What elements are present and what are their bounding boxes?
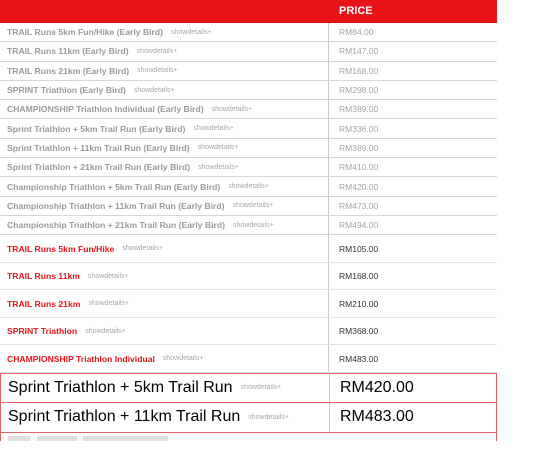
- event-name: SPRINT Triathlon (Early Bird): [7, 85, 126, 96]
- show-details-link[interactable]: showdetails+: [171, 28, 212, 36]
- table-row: [0, 119, 497, 138]
- table-row: [0, 177, 497, 196]
- header-price-label: PRICE: [339, 5, 373, 17]
- event-name: CHAMPIONSHIP Triathlon Individual: [7, 353, 155, 364]
- event-name: Sprint Triathlon + 11km Trail Run: [8, 408, 241, 426]
- event-cell: [0, 177, 329, 195]
- event-cell: [1, 403, 330, 432]
- price-cell: RM483.00: [339, 353, 379, 364]
- regular-rows: [0, 235, 497, 373]
- show-details-link[interactable]: showdetails+: [248, 413, 289, 421]
- table-row: [0, 139, 497, 158]
- table-row: [0, 42, 497, 61]
- event-name: Sprint Triathlon + 21km Trail Run (Early Bird): [7, 162, 191, 173]
- event-cell: [0, 100, 329, 118]
- event-cell: [0, 263, 329, 290]
- table-row: [0, 373, 497, 403]
- show-details-link[interactable]: showdetails+: [87, 272, 129, 280]
- table-row: [0, 81, 497, 100]
- table-row: [0, 216, 497, 235]
- highlighted-rows: [0, 373, 497, 433]
- event-name: Sprint Triathlon + 5km Trail Run (Early Bird): [7, 123, 186, 134]
- event-cell: [0, 235, 329, 262]
- price-cell: RM473.00: [339, 200, 379, 211]
- price-cell: RM368.00: [339, 326, 379, 337]
- table-row: [0, 158, 497, 177]
- event-name: CHAMPIONSHIP Triathlon Individual (Early Bird): [7, 104, 204, 115]
- price-cell: RM389.00: [339, 104, 379, 115]
- show-details-link[interactable]: showdetails+: [211, 105, 253, 113]
- price-cell: RM410.00: [339, 162, 379, 173]
- price-cell: RM147.00: [339, 46, 379, 57]
- event-cell: [0, 318, 329, 345]
- price-cell: RM168.00: [339, 271, 379, 282]
- show-details-link[interactable]: showdetails+: [198, 163, 239, 171]
- table-row: [0, 197, 497, 216]
- show-details-link[interactable]: showdetails+: [88, 300, 130, 308]
- event-name: TRAIL Runs 21km (Early Bird): [7, 65, 130, 76]
- price-cell: RM494.00: [339, 220, 379, 231]
- event-cell: [0, 139, 329, 157]
- event-cell: [0, 62, 329, 80]
- event-name: TRAIL Runs 11km: [7, 271, 80, 282]
- show-details-link[interactable]: showdetails+: [232, 202, 274, 210]
- price-cell: RM168.00: [339, 65, 379, 76]
- price-cell: RM420.00: [339, 181, 379, 192]
- event-name: Championship Triathlon + 11km Trail Run (Early Bird): [7, 200, 225, 211]
- show-details-link[interactable]: showdetails+: [193, 125, 235, 133]
- cut-off-text: [8, 436, 168, 441]
- table-header: [0, 0, 497, 23]
- show-details-link[interactable]: showdetails+: [85, 327, 126, 335]
- event-name: TRAIL Runs 11km (Early Bird): [7, 46, 129, 57]
- event-cell: [0, 216, 329, 234]
- price-cell: RM389.00: [339, 142, 379, 153]
- event-name: TRAIL Runs 21km: [7, 298, 81, 309]
- table-row: [0, 345, 497, 373]
- show-details-link[interactable]: showdetails+: [197, 144, 239, 152]
- event-name: Championship Triathlon + 5km Trail Run (Early Bird): [7, 181, 221, 192]
- table-row: [0, 235, 497, 263]
- partially-visible-row: [0, 433, 497, 441]
- event-name: TRAIL Runs 5km Fun/Hike (Early Bird): [7, 27, 163, 38]
- event-cell: [0, 23, 329, 41]
- table-row: [0, 290, 497, 318]
- event-cell: [0, 119, 329, 137]
- event-cell: [0, 290, 329, 317]
- event-cell: [0, 345, 329, 372]
- show-details-link[interactable]: showdetails+: [228, 183, 269, 191]
- table-row: [0, 403, 497, 433]
- price-cell: RM105.00: [339, 243, 379, 254]
- header-event-cell: [0, 0, 329, 22]
- event-name: Sprint Triathlon + 11km Trail Run (Early Bird): [7, 142, 190, 153]
- show-details-link[interactable]: showdetails+: [133, 86, 175, 94]
- table-row: [0, 100, 497, 119]
- event-name: SPRINT Triathlon: [7, 326, 78, 337]
- show-details-link[interactable]: showdetails+: [137, 67, 178, 75]
- event-name: TRAIL Runs 5km Fun/Hike: [7, 243, 115, 254]
- show-details-link[interactable]: showdetails+: [233, 221, 274, 229]
- price-cell: RM210.00: [339, 298, 379, 309]
- event-cell: [1, 374, 330, 402]
- table-row: [0, 23, 497, 42]
- price-cell: RM336.00: [339, 123, 379, 134]
- table-row: [0, 318, 497, 346]
- show-details-link[interactable]: showdetails+: [122, 245, 163, 253]
- early-bird-rows: [0, 23, 497, 235]
- show-details-link[interactable]: showdetails+: [162, 355, 204, 363]
- table-row: [0, 62, 497, 81]
- price-cell: RM420.00: [340, 378, 414, 396]
- price-cell: RM483.00: [340, 408, 414, 426]
- show-details-link[interactable]: showdetails+: [240, 384, 282, 392]
- price-cell: RM298.00: [339, 85, 379, 96]
- price-cell: RM84.00: [339, 27, 374, 38]
- event-cell: [0, 42, 329, 60]
- event-name: Sprint Triathlon + 5km Trail Run: [8, 378, 233, 396]
- table-row: [0, 263, 497, 291]
- show-details-link[interactable]: showdetails+: [136, 47, 178, 55]
- event-name: Championship Triathlon + 21km Trail Run (Early Bird): [7, 220, 225, 231]
- event-cell: [0, 81, 329, 99]
- event-cell: [0, 197, 329, 215]
- event-cell: [0, 158, 329, 176]
